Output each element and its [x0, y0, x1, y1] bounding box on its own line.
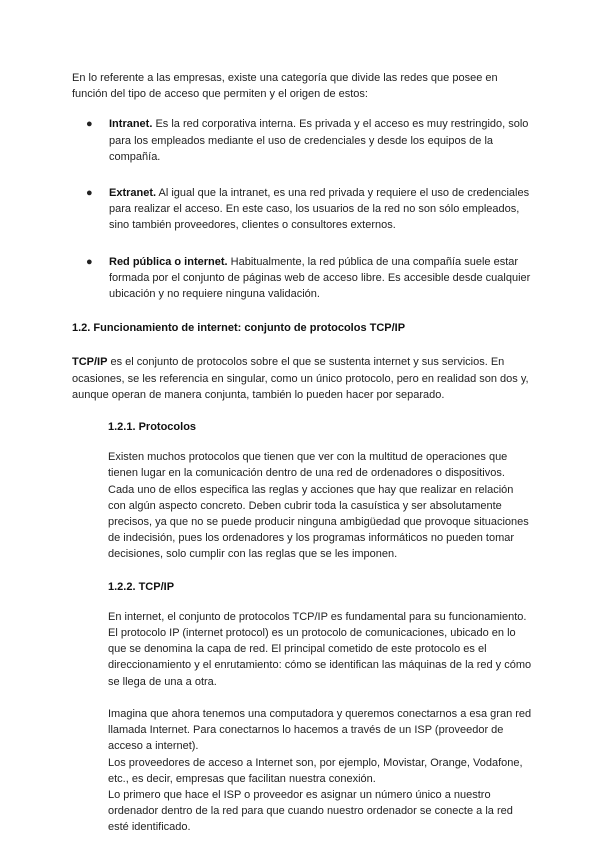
list-item-term: Extranet. — [109, 187, 157, 200]
section-heading: 1.2. Funcionamiento de internet: conjunto de protocolos TCP/IP — [72, 322, 406, 335]
tcpip-intro-text: es el conjunto de protocolos sobre el que se sustenta internet y sus servicios. En ocasiones, se les referencia en singular, como un único protocolo, pero en realidad son dos y, aunque operan de manera conjunta, también lo pueden hacer por separado. — [72, 356, 529, 401]
intro-paragraph: En lo referente a las empresas, existe una categoría que divide las redes que posee en función del tipo de acceso que permiten y el origen de estos: — [72, 72, 498, 101]
list-item-text: Es la red corporativa interna. Es privada y el acceso es muy restringido, solo para los empleados mediante el uso de credenciales y desde los equipos de la compañía. — [109, 118, 529, 163]
list-item-extranet — [72, 185, 532, 234]
list-item-text: Habitualmente, la red pública de una compañía suele estar formada por el conjunto de páginas web de acceso libre. Es accesible desde cualquier ubicación y no requiere ninguna validación. — [109, 255, 531, 301]
network-types-list — [72, 116, 532, 302]
subsection-heading-protocolos: 1.2.1. Protocolos — [108, 421, 197, 434]
tcpip-intro-paragraph — [72, 354, 532, 403]
subsection-heading-tcpip: 1.2.2. TCP/IP — [108, 580, 175, 593]
tcpip-paragraph-3: Imagina que ahora tenemos una computadora y queremos conectarnos a esa gran red llamada Internet. Para conectarnos lo hacemos a través de un ISP (proveedor de acceso a internet). — [108, 707, 532, 753]
tcpip-paragraph-1: En internet, el conjunto de protocolos TCP/IP es fundamental para su funcionamiento. — [108, 610, 527, 623]
bullet-icon: ● — [86, 187, 93, 200]
list-item-text: Al igual que la intranet, es una red privada y requiere el uso de credenciales para realizar el acceso. En este caso, los usuarios de la red no son sólo empleados, sino también proveedores, clientes o consultores externos. — [109, 187, 530, 232]
list-item-term: Intranet. — [109, 118, 153, 131]
list-item-intranet — [72, 116, 532, 165]
list-item-term: Red pública o internet. — [109, 255, 228, 268]
tcpip-paragraph-5: Lo primero que hace el ISP o proveedor es asignar un número único a nuestro ordenador dentro de la red para que cuando nuestro ordenador se conecte a la red esté identificado. — [108, 788, 513, 834]
tcpip-term: TCP/IP — [72, 356, 108, 369]
protocolos-paragraph: Existen muchos protocolos que tienen que ver con la multitud de operaciones que tienen lugar en la comunicación dentro de una red de ordenadores o dispositivos. Cada uno de ellos especifica las reglas y acciones que hay que realizar en relación con algún aspecto concreto. Deben cubrir toda la casuística y ser absolutamente precisos, ya que no se puede producir ninguna ambigüedad que provoque situaciones de indecisión, pues los ordenadores y los programas informáticos no pueden tomar decisiones, solo cumplir con las reglas que se les imponen. — [108, 451, 529, 561]
tcpip-paragraph-4: Los proveedores de acceso a Internet son, por ejemplo, Movistar, Orange, Vodafone, etc., es decir, empresas que facilitan nuestra conexión. — [108, 756, 523, 785]
tcpip-paragraph-2: El protocolo IP (internet protocol) es un protocolo de comunicaciones, ubicado en lo que se denomina la capa de red. El principal cometido de este protocolo es el direccionamiento y el enrutamiento: cómo se identifican las máquinas de la red y cómo se llega de una a otra. — [108, 627, 532, 688]
list-item-public-network — [72, 254, 532, 303]
document-page — [72, 70, 532, 836]
bullet-icon: ● — [86, 118, 93, 131]
bullet-icon: ● — [86, 255, 93, 268]
